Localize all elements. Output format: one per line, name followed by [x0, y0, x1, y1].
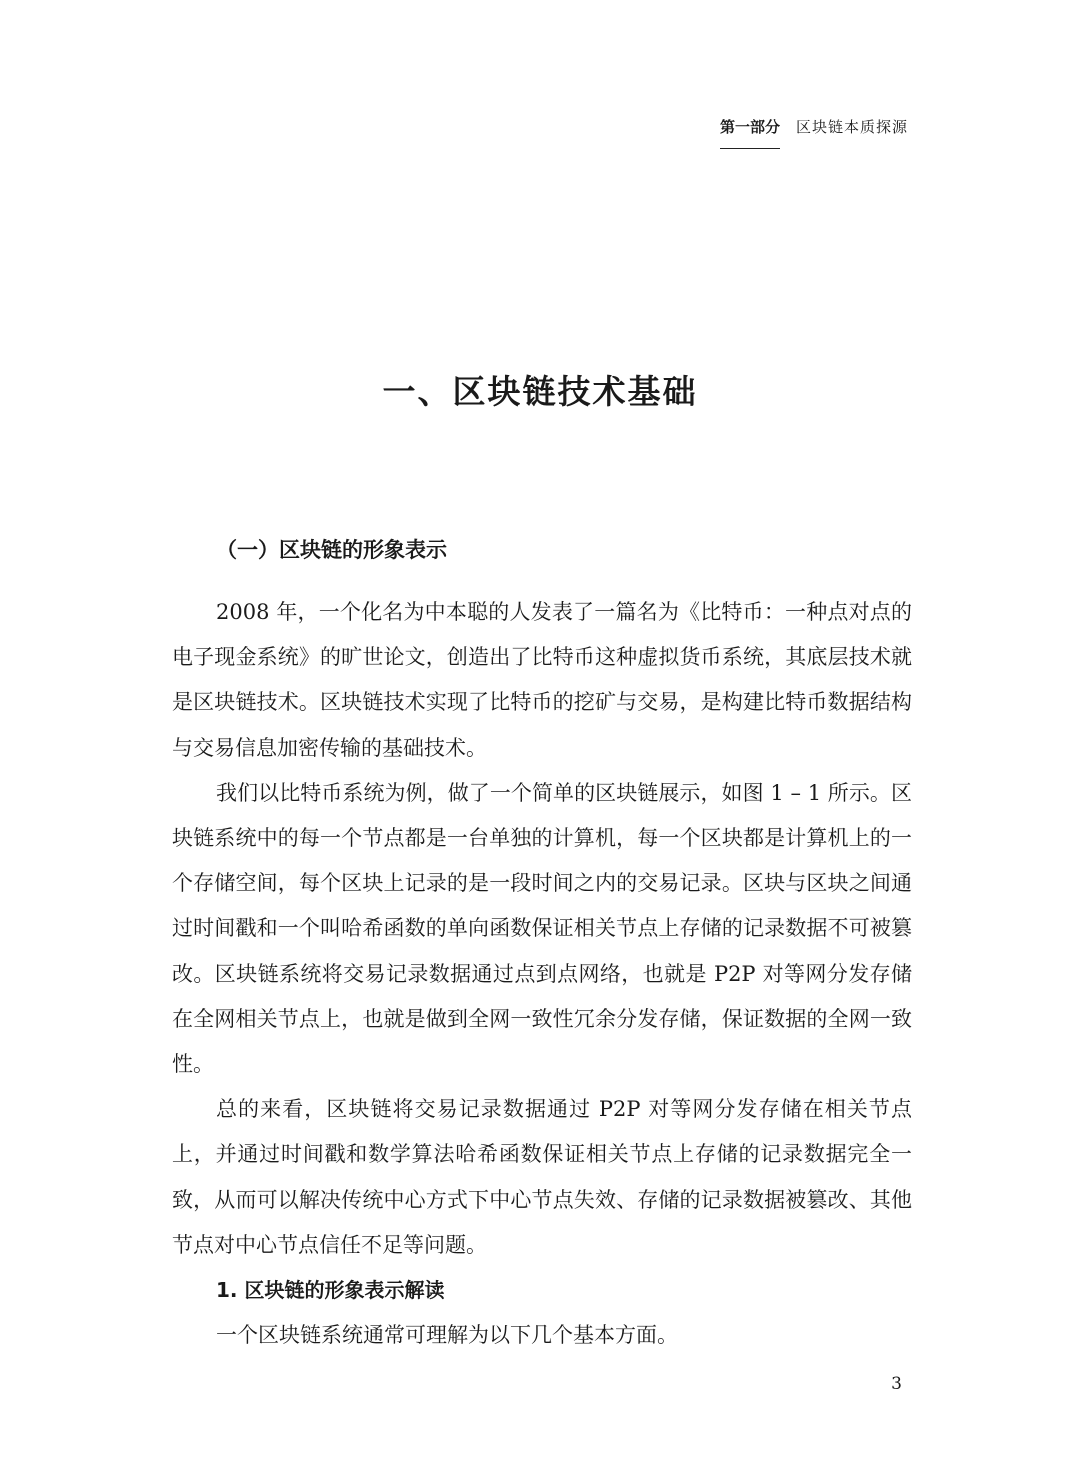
running-header [720, 115, 908, 145]
paragraph-1: 2008 年，一个化名为中本聪的人发表了一篇名为《比特币：一种点对点的电子现金系统》的旷世论文，创造出了比特币这种虚拟货币系统，其底层技术就是区块链技术。区块链技术实现了比特币的挖矿与交易，是构建比特币数据结构与交易信息加密传输的基础技术。 [172, 600, 912, 760]
chapter-title: 一、区块链技术基础 [382, 372, 698, 411]
running-header-section: 区块链本质探源 [795, 118, 908, 136]
body-text [172, 590, 912, 1358]
section-title: （一）区块链的形象表示 [216, 538, 447, 562]
paragraph-3: 总的来看，区块链将交易记录数据通过 P2P 对等网分发存储在相关节点上，并通过时间戳和数学算法哈希函数保证相关节点上存储的记录数据完全一致，从而可以解决传统中心方式下中心节点失效、存储的记录数据被篡改、其他节点对中心节点信任不足等问题。 [172, 1097, 912, 1257]
paragraph-2: 我们以比特币系统为例，做了一个简单的区块链展示，如图 1 – 1 所示。区块链系统中的每一个节点都是一台单独的计算机，每一个区块都是计算机上的一个存储空间，每个区块上记录的是一段时间之内的交易记录。区块与区块之间通过时间戳和一个叫哈希函数的单向函数保证相关节点上存储的记录数据不可被篡改。区块链系统将交易记录数据通过点到点网络，也就是 P2P 对等网分发存储在全网相关节点上，也就是做到全网一致性冗余分发存储，保证数据的全网一致性。 [172, 780, 912, 1077]
page-number: 3 [891, 1374, 902, 1394]
running-header-part: 第一部分 [720, 115, 780, 145]
paragraph-4: 一个区块链系统通常可理解为以下几个基本方面。 [216, 1323, 678, 1348]
sub-heading: 1. 区块链的形象表示解读 [216, 1278, 445, 1303]
